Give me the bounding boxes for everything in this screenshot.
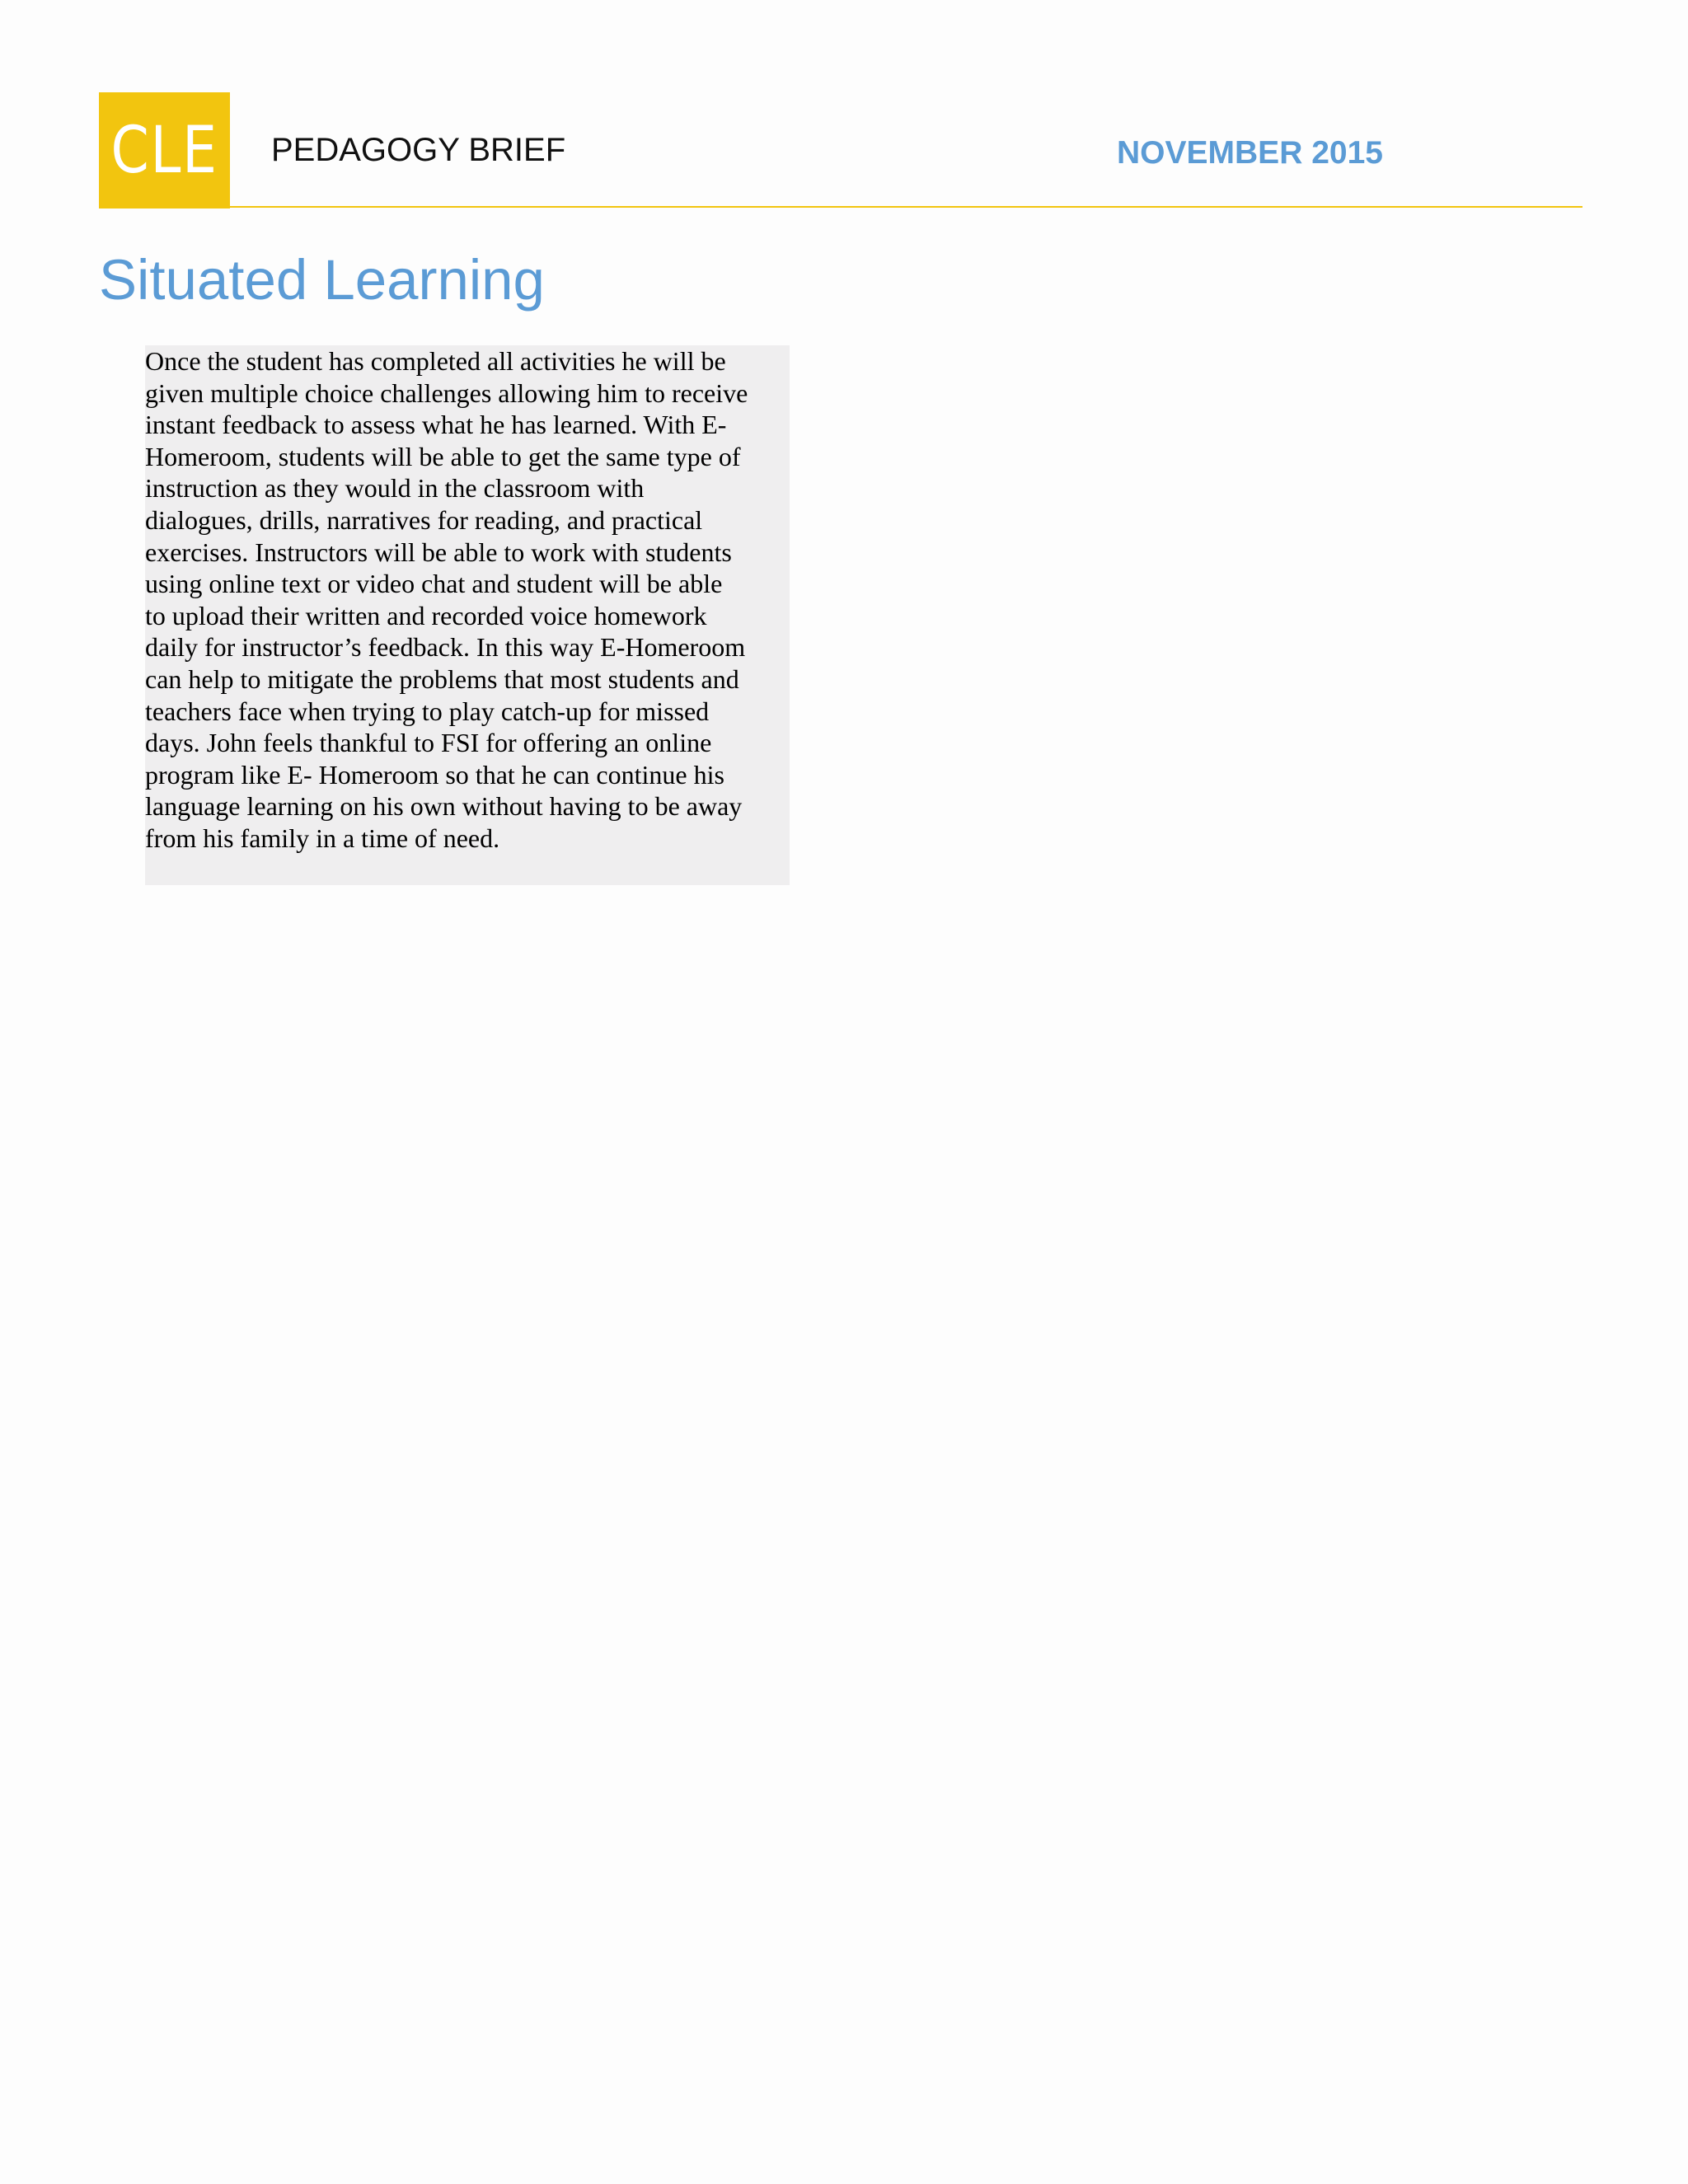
body-line: to upload their written and recorded voice homework (145, 600, 707, 630)
body-line: instant feedback to assess what he has learned. With E- (145, 410, 727, 440)
page-title: Situated Learning (99, 248, 545, 312)
section-label: PEDAGOGY BRIEF (271, 132, 566, 168)
body-line: teachers face when trying to play catch-up for missed (145, 696, 710, 726)
body-paragraph (145, 345, 790, 855)
body-line: Once the student has completed all activities he will be (145, 346, 726, 376)
body-line: daily for instructor’s feedback. In this way E-Homeroom (145, 632, 746, 663)
cle-logo (99, 92, 230, 209)
body-line: using online text or video chat and student will be able (145, 569, 723, 599)
body-line: dialogues, drills, narratives for reading, and practical (145, 504, 703, 535)
body-line: can help to mitigate the problems that most students and (145, 663, 739, 694)
body-line: from his family in a time of need. (145, 823, 500, 853)
body-line: program like E- Homeroom so that he can continue his (145, 759, 724, 790)
logo-text: CLE (110, 113, 218, 188)
body-line: given multiple choice challenges allowing him to receive (145, 377, 748, 408)
body-line: language learning on his own without having to be away (145, 791, 743, 822)
body-line: Homeroom, students will be able to get the same type of (145, 441, 741, 471)
body-line: days. John feels thankful to FSI for offering an online (145, 728, 712, 758)
issue-date: NOVEMBER 2015 (1117, 135, 1383, 171)
header-divider (99, 206, 1582, 208)
body-line: exercises. Instructors will be able to work with students (145, 537, 732, 567)
body-line: instruction as they would in the classroom with (145, 473, 645, 504)
body-text-box (145, 345, 790, 885)
